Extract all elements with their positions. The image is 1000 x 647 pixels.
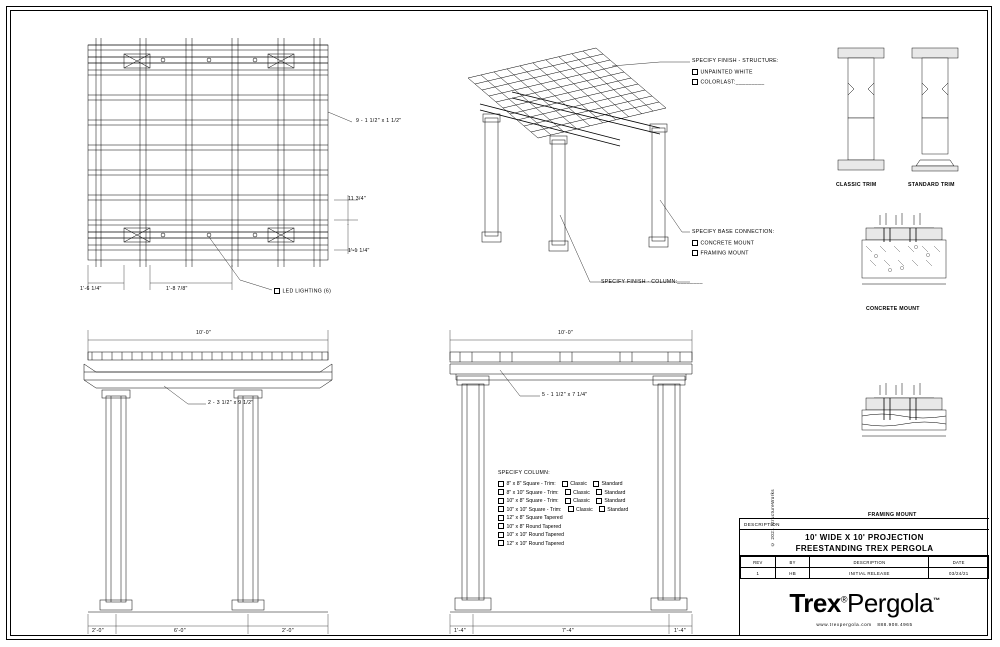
framing-mount-checkbox[interactable] <box>692 250 698 256</box>
trim-suboption-checkbox[interactable] <box>565 489 571 495</box>
website-text: www.trexpergola.com <box>816 621 872 627</box>
plan-dim-mid: 1'-8 7/8" <box>166 286 188 292</box>
plan-dim-left: 1'-6 1/4" <box>80 286 102 292</box>
trim-suboption-label: Classic <box>570 481 587 487</box>
trim-suboption-label: Standard <box>604 489 626 496</box>
trim-suboption-label: Standard <box>601 481 623 487</box>
column-option-checkbox[interactable] <box>498 506 504 512</box>
rev-cell-description: INITIAL RELEASE <box>810 568 929 579</box>
trim-suboption-label: Standard <box>607 506 629 513</box>
column-option-6 <box>498 531 628 540</box>
rev-cell-by: HB <box>775 568 810 579</box>
trim-suboption-0 <box>562 481 587 487</box>
phone-text: 888.908.4965 <box>877 621 913 627</box>
column-option-checkbox[interactable] <box>498 540 504 546</box>
front-elevation-drawing <box>84 330 332 634</box>
trim-suboption-checkbox[interactable] <box>593 481 599 487</box>
copyright-text: © 2021 StructureWorks <box>770 489 775 547</box>
finish-structure-option-0: UNPAINTED WHITE <box>692 69 753 75</box>
side-purlin-note: 5 - 1 1/2" x 7 1/4" <box>542 392 588 398</box>
column-option-label: 10" x 10" Round Tapered <box>506 532 565 538</box>
framing-mount-drawing <box>862 383 946 436</box>
column-option-label: 10" x 8" Square - Trim: <box>506 498 559 504</box>
trim-suboption-1 <box>596 498 626 504</box>
base-connection-option-0: CONCRETE MOUNT <box>692 240 754 246</box>
side-dim-center: 7'-4" <box>562 628 574 634</box>
rev-header-description: DESCRIPTION <box>810 557 929 568</box>
column-option-1 <box>498 489 628 498</box>
column-option-5 <box>498 523 628 532</box>
plan-led-note: LED LIGHTING (6) <box>274 288 331 294</box>
standard-trim-label: STANDARD TRIM <box>908 182 955 188</box>
plan-dim-vertical-2: 1'-1 1/4" <box>348 248 370 254</box>
trim-suboption-1 <box>593 481 623 487</box>
column-spec-block <box>498 470 628 548</box>
revision-table <box>740 556 989 579</box>
title-block-description-header: DESCRIPTION <box>740 519 989 530</box>
trim-suboption-0 <box>565 490 590 496</box>
front-dim-left: 2'-0" <box>92 628 104 634</box>
rev-cell-date: 03/24/21 <box>929 568 989 579</box>
concrete-mount-checkbox[interactable] <box>692 240 698 246</box>
front-dim-center: 6'-0" <box>174 628 186 634</box>
trim-suboption-label: Classic <box>576 506 593 513</box>
logo-contact-line <box>816 622 912 627</box>
front-beam-note: 2 - 3 1/2" x 9 1/2" <box>208 400 254 406</box>
classic-trim-label: CLASSIC TRIM <box>836 182 877 188</box>
unpainted-white-checkbox[interactable] <box>692 69 698 75</box>
column-option-0 <box>498 480 628 489</box>
column-option-checkbox[interactable] <box>498 515 504 521</box>
trim-suboption-checkbox[interactable] <box>568 506 574 512</box>
trim-suboption-1 <box>596 490 626 496</box>
trim-suboption-1 <box>599 507 629 513</box>
rev-header-rev: REV <box>741 557 776 568</box>
trim-suboption-checkbox[interactable] <box>565 498 571 504</box>
column-option-checkbox[interactable] <box>498 489 504 495</box>
trim-detail-drawings <box>838 48 958 171</box>
side-dim-right: 1'-4" <box>674 628 686 634</box>
column-option-label: 8" x 8" Square - Trim: <box>506 481 556 487</box>
plan-rafter-note: 9 - 1 1/2" x 1 1/2" <box>356 118 402 124</box>
side-overall-dim: 10'-0" <box>558 330 574 336</box>
column-option-label: 10" x 10" Square - Trim: <box>506 506 562 513</box>
plan-dim-vertical-1: 11 3/4" <box>348 196 366 202</box>
column-option-7 <box>498 540 628 549</box>
revision-header-row <box>741 557 989 568</box>
rev-cell-rev: 1 <box>741 568 776 579</box>
column-spec-title: SPECIFY COLUMN: <box>498 470 550 476</box>
rev-header-date: DATE <box>929 557 989 568</box>
logo-brand: Trex <box>789 587 841 618</box>
column-option-label: 8" x 10" Square - Trim: <box>506 489 559 496</box>
front-overall-dim: 10'-0" <box>196 330 212 336</box>
column-option-checkbox[interactable] <box>498 481 504 487</box>
title-block-title <box>740 530 989 556</box>
trim-suboption-label: Standard <box>604 498 626 504</box>
finish-structure-option-1: COLORLAST:_________ <box>692 79 764 85</box>
column-option-4 <box>498 514 628 523</box>
column-option-checkbox[interactable] <box>498 498 504 504</box>
finish-column-label: SPECIFY FINISH - COLUMN:________ <box>601 279 703 285</box>
trim-suboption-0 <box>568 507 593 513</box>
colorlast-checkbox[interactable] <box>692 79 698 85</box>
column-option-checkbox[interactable] <box>498 532 504 538</box>
logo-trademark-mark: ™ <box>933 596 940 604</box>
trim-suboption-checkbox[interactable] <box>562 481 568 487</box>
table-row <box>741 568 989 579</box>
concrete-mount-drawing <box>862 213 946 284</box>
finish-structure-title: SPECIFY FINISH - STRUCTURE: <box>692 58 779 64</box>
framing-mount-label: FRAMING MOUNT <box>868 512 917 518</box>
trex-pergola-logo <box>789 588 939 619</box>
column-option-label: 10" x 8" Round Tapered <box>506 523 562 530</box>
concrete-mount-label: CONCRETE MOUNT <box>866 306 920 312</box>
column-option-label: 12" x 8" Square Tapered <box>506 515 563 521</box>
brand-logo-area <box>740 579 989 635</box>
front-dim-right: 2'-0" <box>282 628 294 634</box>
isometric-view-drawing <box>468 48 690 282</box>
logo-registered-mark: ® <box>840 593 847 604</box>
column-option-2 <box>498 497 628 506</box>
trim-suboption-0 <box>565 498 590 504</box>
logo-word: Pergola <box>847 587 934 618</box>
base-connection-option-1: FRAMING MOUNT <box>692 250 749 256</box>
title-block <box>739 518 989 636</box>
trim-suboption-label: Classic <box>573 498 590 504</box>
trim-suboption-label: Classic <box>573 489 590 496</box>
trim-suboption-checkbox[interactable] <box>596 498 602 504</box>
column-option-checkbox[interactable] <box>498 523 504 529</box>
trim-suboption-checkbox[interactable] <box>599 506 605 512</box>
led-checkbox[interactable] <box>274 288 280 294</box>
side-dim-left: 1'-4" <box>454 628 466 634</box>
trim-suboption-checkbox[interactable] <box>596 489 602 495</box>
base-connection-title: SPECIFY BASE CONNECTION: <box>692 229 775 235</box>
column-option-3 <box>498 506 628 515</box>
title-line-1: 10' WIDE X 10' PROJECTION <box>805 532 924 542</box>
rev-header-by: BY <box>775 557 810 568</box>
column-option-label: 12" x 10" Round Tapered <box>506 540 565 547</box>
title-line-2: FREESTANDING TREX PERGOLA <box>795 543 934 553</box>
